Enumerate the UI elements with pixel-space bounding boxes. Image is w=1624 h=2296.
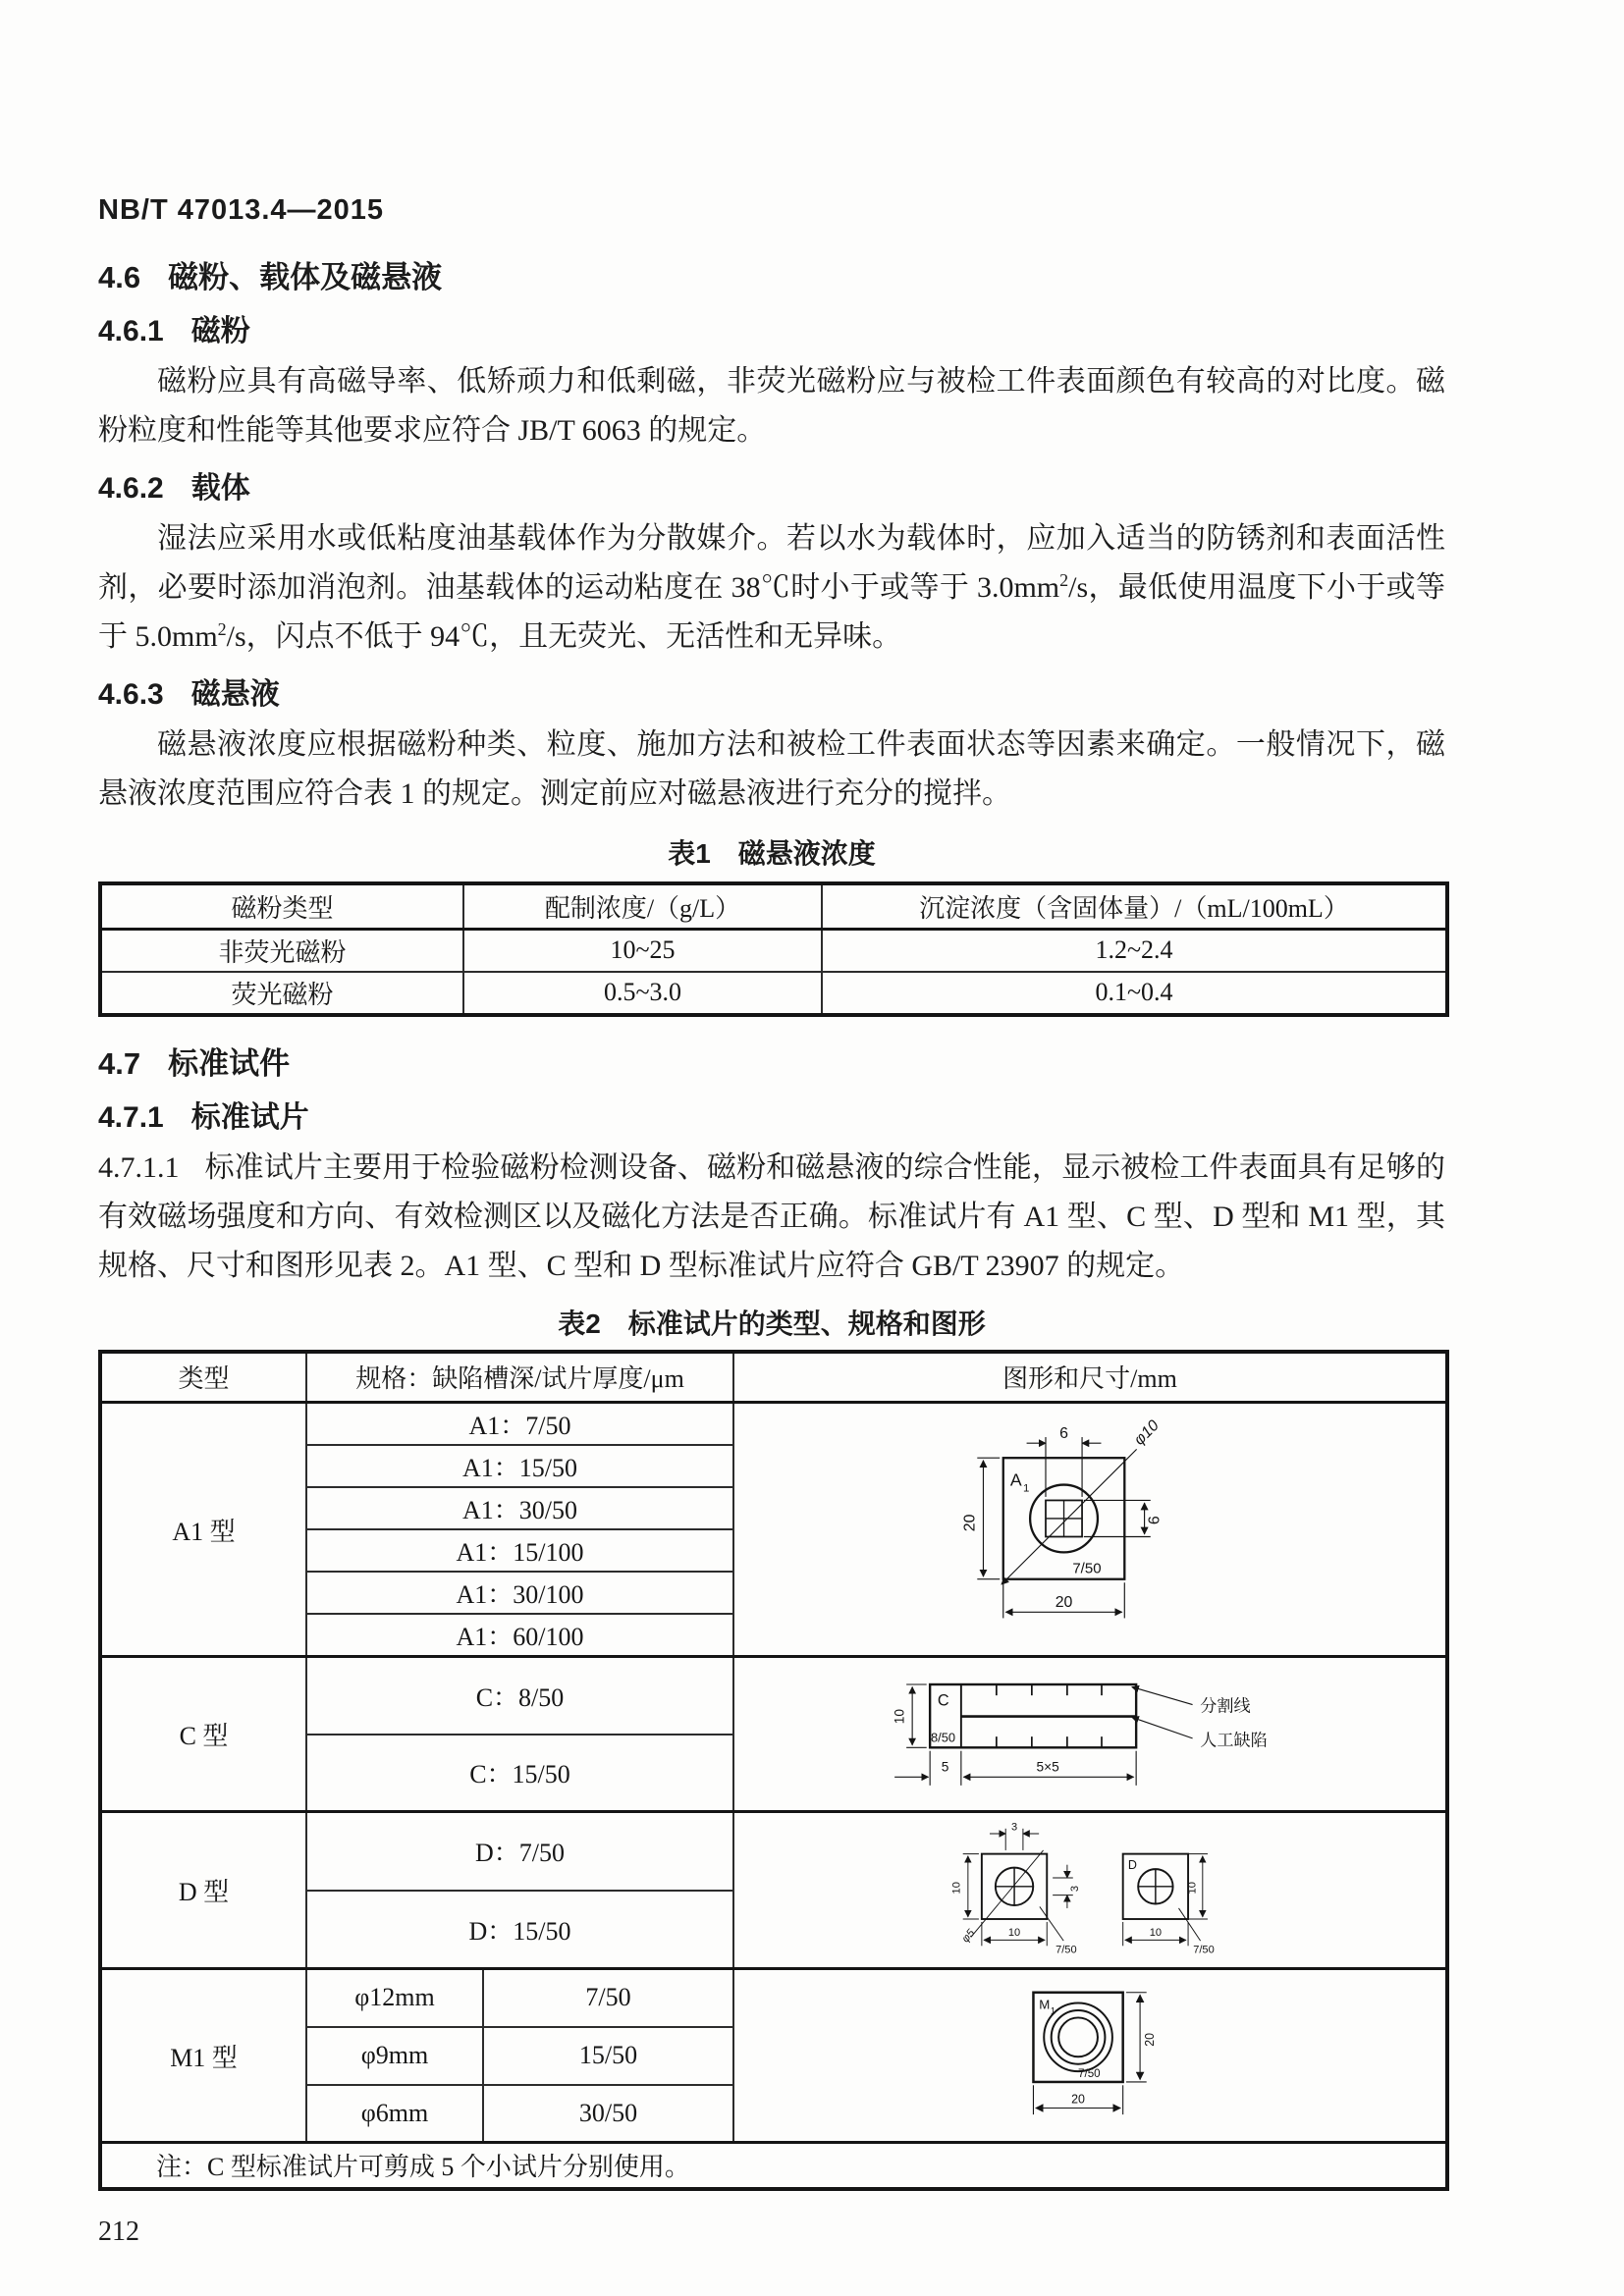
cell-type-m1: M1 型: [100, 1969, 306, 2143]
dim-label: 10: [950, 1882, 963, 1895]
cell-prepared-concentration: 0.5~3.0: [463, 972, 822, 1015]
figure-d-diagram: [946, 1814, 1235, 1966]
dim-label-diameter: φ10: [1130, 1416, 1163, 1449]
cell-spec-depth: 30/50: [483, 2085, 733, 2143]
piece-label-subscript: 1: [1023, 1482, 1030, 1495]
section-number: 4.7.1: [98, 1100, 164, 1134]
section-number: 4.6.1: [98, 315, 164, 347]
paragraph-4-6-1: 磁粉应具有高磁导率、低矫顽力和低剩磁，非荧光磁粉应与被检工件表面颜色有较高的对比度。磁粉粒度和性能等其他要求应符合 JB/T 6063 的规定。: [98, 365, 1445, 447]
dim-label: 5: [941, 1758, 949, 1774]
section-heading-4-7-1: [98, 1093, 1445, 1136]
cell-spec-diameter: φ12mm: [306, 1969, 483, 2027]
dim-label: 20: [1070, 2092, 1085, 2107]
cell-spec-diameter: φ6mm: [306, 2085, 483, 2143]
section-heading-4-6-1: [98, 306, 1445, 349]
cell-spec: D：15/50: [306, 1891, 733, 1969]
dim-label-diameter: φ5: [958, 1927, 977, 1946]
cell-figure-c: [733, 1657, 1447, 1812]
dim-label: 10: [892, 1708, 907, 1724]
paragraph-4-7-1-1: [98, 1144, 1445, 1291]
text-run: /s，闪点不低于 94℃，且无荧光、无活性和无异味。: [226, 620, 902, 653]
column-header-figure: 图形和尺寸/mm: [733, 1352, 1447, 1403]
cell-spec: A1：15/100: [306, 1529, 733, 1572]
text-run: 标准试片主要用于检验磁粉检测设备、磁粉和磁悬液的综合性能，显示被检工件表面具有足够的有效磁场强度和方向、有效检测区以及磁化方法是否正确。标准试片有 A1 型、C 型、D 型和 M1 型，其规格、尺寸和图形见表 2。A1 型、C 型和 D 型标准试片应符合 GB/T 23907 的规定。: [98, 1150, 1445, 1282]
table1-title: 表1 磁悬液浓度: [668, 838, 876, 869]
cell-prepared-concentration: 10~25: [463, 929, 822, 972]
dim-label: 20: [1142, 2032, 1157, 2047]
clause-number: 4.7.1.1: [98, 1150, 180, 1184]
piece-label: A: [1009, 1469, 1022, 1490]
dim-label: 3: [1010, 1821, 1017, 1834]
defect-depth-label: 7/50: [1072, 1560, 1102, 1577]
cell-powder-type: 荧光磁粉: [100, 972, 463, 1015]
defect-depth-label: 7/50: [1077, 2066, 1101, 2080]
figure-m1-diagram: [997, 1972, 1184, 2139]
superscript: 2: [1059, 570, 1069, 590]
section-number: 4.6.3: [98, 678, 164, 711]
table-note: 注：C 型标准试片可剪成 5 个小试片分别使用。: [100, 2143, 1447, 2189]
cell-spec-depth: 15/50: [483, 2027, 733, 2085]
table-note-row: [100, 2143, 1447, 2189]
table-standard-test-pieces: [98, 1350, 1449, 2191]
cell-type-a1: A1 型: [100, 1403, 306, 1657]
doc-standard-number: NB/T 47013.4—2015: [98, 194, 385, 226]
defect-depth-label: 7/50: [1055, 1944, 1077, 1956]
cell-figure-m1: [733, 1969, 1447, 2143]
defect-depth-label: 7/50: [1192, 1944, 1215, 1956]
paragraph-4-6-2: [98, 514, 1445, 662]
section-title: 磁悬液: [190, 678, 280, 711]
section-heading-4-7: [98, 1039, 1445, 1083]
cell-spec-depth: 7/50: [483, 1969, 733, 2027]
section-title: 标准试片: [190, 1100, 309, 1134]
cell-type-d: D 型: [100, 1812, 306, 1969]
cell-figure-a1: [733, 1403, 1447, 1657]
table-header-row: [100, 1352, 1447, 1403]
piece-label-subscript: 1: [1050, 2005, 1056, 2016]
cell-spec: A1：30/100: [306, 1572, 733, 1614]
defect-depth-label: 8/50: [931, 1729, 955, 1744]
piece-label: C: [937, 1690, 949, 1709]
column-header-spec: 规格：缺陷槽深/试片厚度/μm: [306, 1352, 733, 1403]
section-number: 4.6: [98, 260, 141, 294]
cell-spec: D：7/50: [306, 1812, 733, 1891]
column-header: 磁粉类型: [100, 883, 463, 929]
section-heading-4-6-3: [98, 669, 1445, 713]
dim-label: 5×5: [1036, 1758, 1059, 1774]
table-magnetic-suspension-concentration: [98, 881, 1449, 1017]
section-title: 磁粉: [190, 315, 250, 347]
table-row-m1: [100, 1969, 1447, 2027]
piece-label: D: [1127, 1858, 1137, 1873]
dim-label: 6: [1059, 1424, 1068, 1442]
page-number: 212: [98, 2216, 139, 2247]
cell-spec: C：15/50: [306, 1735, 733, 1812]
text-run: /s，最低使用温度下小于或等于 5.0mm: [98, 571, 1446, 653]
table-row-d: [100, 1812, 1447, 1891]
table-header-row: [100, 883, 1447, 929]
callout-division-line: 分割线: [1200, 1694, 1251, 1715]
cell-spec: C：8/50: [306, 1657, 733, 1735]
column-header: 沉淀浓度（含固体量）/（mL/100mL）: [822, 883, 1447, 929]
table-row: [100, 929, 1447, 972]
dim-label: 20: [1055, 1593, 1073, 1611]
paragraph-4-6-3: 磁悬液浓度应根据磁粉种类、粒度、施加方法和被检工件表面状态等因素来确定。一般情况下，磁悬液浓度范围应符合表 1 的规定。测定前应对磁悬液进行充分的搅拌。: [98, 728, 1445, 810]
text-run: 湿法应采用水或低粘度油基载体作为分散媒介。若以水为载体时，应加入适当的防锈剂和表面活性剂，必要时添加消泡剂。油基载体的运动粘度在 38℃时小于或等于 3.0mm: [98, 522, 1445, 604]
table-row-a1: [100, 1403, 1447, 1446]
column-header: 配制浓度/（g/L）: [463, 883, 822, 929]
table2-title: 表2 标准试片的类型、规格和图形: [558, 1308, 986, 1339]
cell-settling-concentration: 0.1~0.4: [822, 972, 1447, 1015]
table-row: [100, 972, 1447, 1015]
dim-label: 3: [1068, 1885, 1081, 1893]
dim-label: 6: [1146, 1516, 1164, 1525]
figure-a1-diagram: [943, 1415, 1237, 1644]
cell-spec: A1：60/100: [306, 1614, 733, 1657]
table-row-c: [100, 1657, 1447, 1735]
section-title: 磁粉、载体及磁悬液: [168, 260, 443, 294]
page-content: [98, 194, 1445, 2248]
callout-artificial-defect: 人工缺陷: [1200, 1730, 1268, 1750]
cell-spec: A1：30/50: [306, 1487, 733, 1529]
section-heading-4-6-2: [98, 463, 1445, 507]
dim-label: 20: [961, 1514, 979, 1532]
section-heading-4-6: [98, 252, 1445, 296]
cell-spec: A1：15/50: [306, 1445, 733, 1487]
cell-figure-d: [733, 1812, 1447, 1969]
section-number: 4.7: [98, 1045, 141, 1081]
section-title: 标准试件: [168, 1045, 291, 1081]
section-title: 载体: [190, 472, 250, 505]
dim-label: 10: [1149, 1926, 1162, 1939]
dim-label: 10: [1007, 1926, 1020, 1939]
cell-spec: A1：7/50: [306, 1403, 733, 1446]
section-number: 4.6.2: [98, 472, 164, 505]
cell-type-c: C 型: [100, 1657, 306, 1812]
dim-label: 10: [1185, 1882, 1198, 1895]
figure-c-diagram: [879, 1661, 1301, 1808]
cell-settling-concentration: 1.2~2.4: [822, 929, 1447, 972]
superscript: 2: [217, 619, 227, 639]
piece-label: M: [1038, 1997, 1050, 2012]
cell-powder-type: 非荧光磁粉: [100, 929, 463, 972]
cell-spec-diameter: φ9mm: [306, 2027, 483, 2085]
column-header-type: 类型: [100, 1352, 306, 1403]
